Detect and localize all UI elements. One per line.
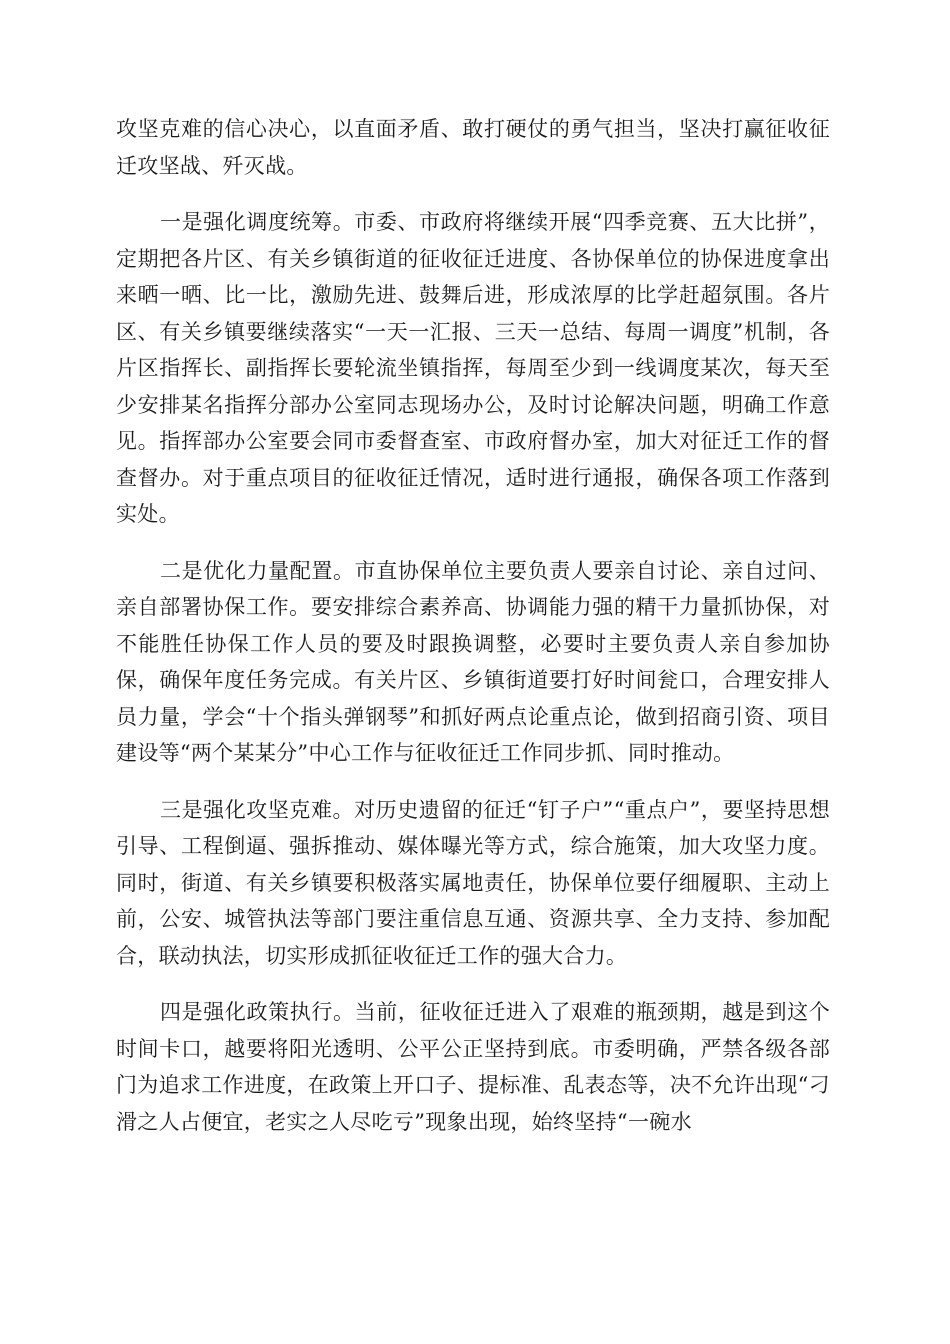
- paragraph-staffing-allocation: 二是优化力量配置。市直协保单位主要负责人要亲自讨论、亲自过问、亲自部署协保工作。要安排综合素养高、协调能力强的精干力量抓协保，对不能胜任协保工作人员的要及时跟换调整，必要时主要负责人亲自参加协保，确保年度任务完成。有关片区、乡镇街道要打好时间瓮口，合理安排人员力量，学会“十个指头弹钢琴”和抓好两点论重点论，做到招商引资、项目建设等“两个某某分”中心工作与征收征迁工作同步抓、同时推动。: [116, 558, 830, 765]
- paragraph-gap: [116, 184, 830, 204]
- paragraph-gap: [116, 772, 830, 792]
- paragraph-gap: [116, 974, 830, 994]
- paragraph-tackling-difficulties: 三是强化攻坚克难。对历史遗留的征迁“钉子户”“重点户”，要坚持思想引导、工程倒逼、强拆推动、媒体曝光等方式，综合施策，加大攻坚力度。同时，街道、有关乡镇要积极落实属地责任，协保单位要仔细履职、主动上前，公安、城管执法等部门要注重信息互通、资源共享、全力支持、参加配合，联动执法，切实形成抓征收征迁工作的强大合力。: [116, 797, 830, 968]
- paragraph-gap: [116, 533, 830, 553]
- document-body: [116, 111, 830, 1140]
- paragraph-policy-execution: 四是强化政策执行。当前，征收征迁进入了艰难的瓶颈期，越是到这个时间卡口，越要将阳光透明、公平公正坚持到底。市委明确，严禁各级各部门为追求工作进度，在政策上开口子、提标准、乱表态等，决不允许出现“刁滑之人占便宜，老实之人尽吃亏”现象出现，始终坚持“一碗水: [116, 1000, 830, 1134]
- paragraph-dispatch-coordination: 一是强化调度统筹。市委、市政府将继续开展“四季竞赛、五大比拼”，定期把各片区、有关乡镇街道的征收征迁进度、各协保单位的协保进度拿出来晒一晒、比一比，激励先进、鼓舞后进，形成浓厚的比学赶超氛围。各片区、有关乡镇要继续落实“一天一汇报、三天一总结、每周一调度”机制，各片区指挥长、副指挥长要轮流坐镇指挥，每周至少到一线调度某次，每天至少安排某名指挥分部办公室同志现场办公，及时讨论解决问题，明确工作意见。指挥部办公室要会同市委督查室、市政府督办室，加大对征迁工作的督查督办。对于重点项目的征收征迁情况，适时进行通报，确保各项工作落到实处。: [116, 210, 830, 526]
- paragraph-continuation: 攻坚克难的信心决心，以直面矛盾、敢打硬仗的勇气担当，坚决打赢征收征迁攻坚战、歼灭战。: [116, 117, 830, 178]
